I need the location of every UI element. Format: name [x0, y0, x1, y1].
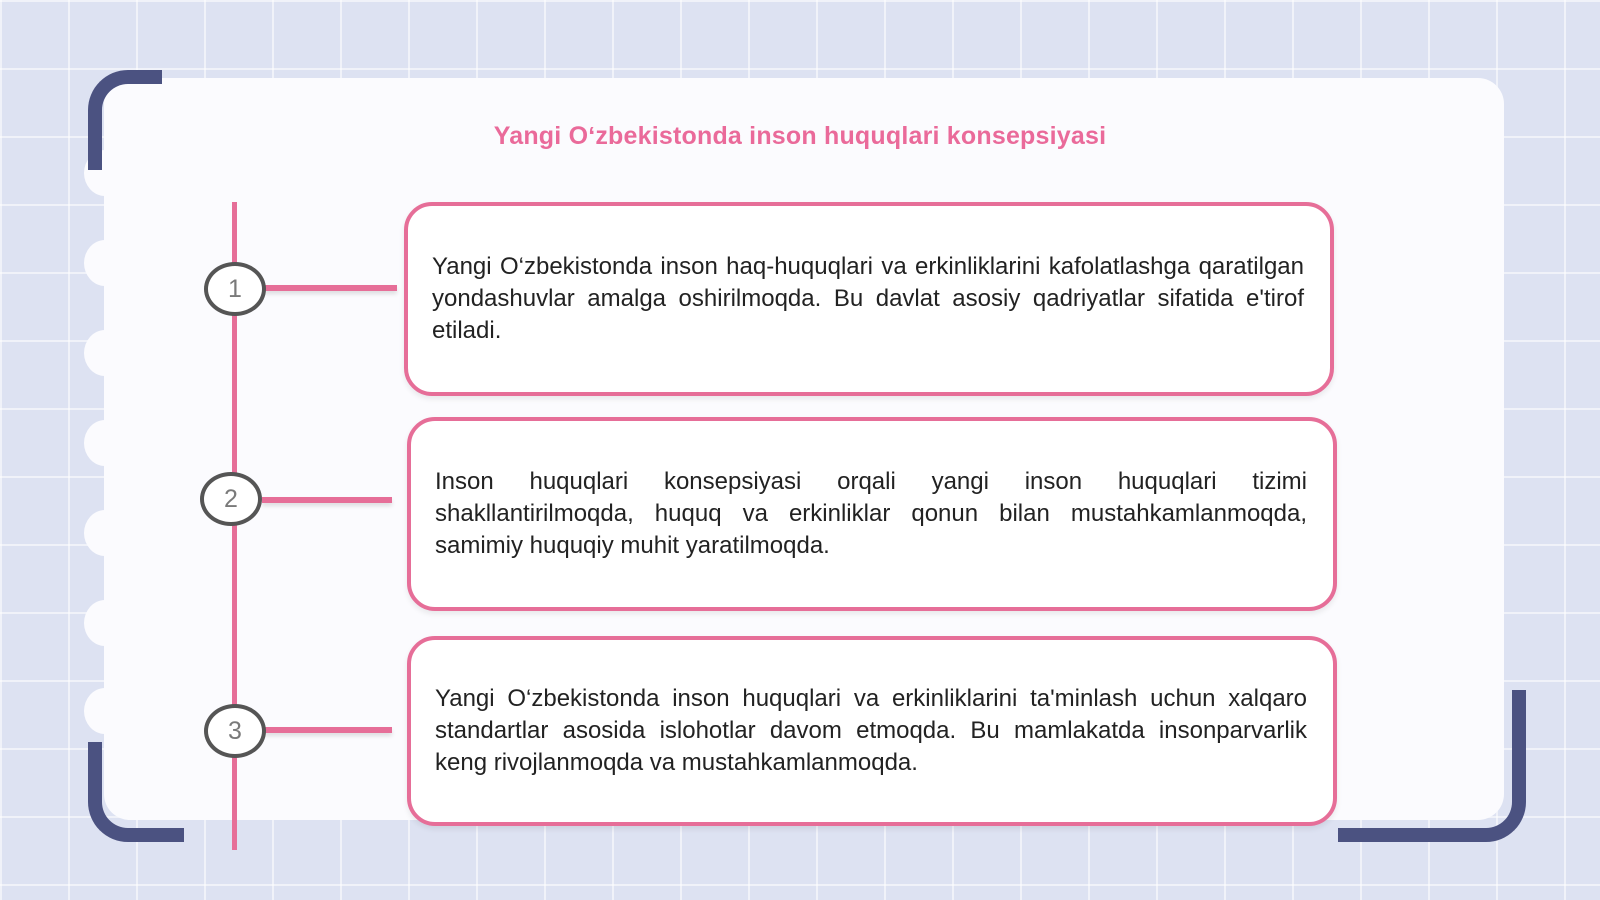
slide-title: Yangi Oʻzbekistonda inson huquqlari konsepsiyasi — [493, 122, 1107, 150]
corner-bracket-bottom-right — [1338, 690, 1526, 842]
timeline-text-box — [404, 202, 1334, 396]
scallop-decoration — [84, 420, 126, 466]
corner-bracket-bottom-left — [88, 742, 184, 842]
scallop-decoration — [84, 240, 126, 286]
timeline-text: Inson huquqlari konsepsiyasi orqali yangi inson huquqlari tizimi shakllantirilmoqda, huquq va erkinliklar qonun bilan mustahkamlanmoqda, samimiy huquqiy muhit yaratilmoqda. — [435, 468, 1307, 559]
scallop-decoration — [84, 600, 126, 646]
timeline-text: Yangi O‘zbekistonda inson haq-huquqlari va erkinliklarini kafolatlashga qaratilgan yondashuvlar amalga oshirilmoqda. Bu davlat asosiy qadriyatlar sifatida e'tirof etiladi. — [432, 253, 1304, 344]
step-number-circle: 3 — [204, 704, 266, 758]
timeline-text-box — [407, 417, 1337, 611]
timeline-text-box — [407, 636, 1337, 826]
scallop-decoration — [84, 688, 126, 734]
connector-line — [264, 285, 397, 291]
connector-line — [262, 497, 392, 503]
corner-bracket-top-left — [88, 70, 162, 170]
scallop-decoration — [84, 330, 126, 376]
step-number-circle: 2 — [200, 472, 262, 526]
step-number-circle: 1 — [204, 262, 266, 316]
timeline-text: Yangi O‘zbekistonda inson huquqlari va erkinliklarini ta'minlash uchun xalqaro standartlar asosida islohotlar davom etmoqda. Bu mamlakatda insonparvarlik keng rivojlanmoqda va mustahkamlanmoqda. — [435, 685, 1307, 776]
connector-line — [264, 727, 392, 733]
scallop-decoration — [84, 510, 126, 556]
